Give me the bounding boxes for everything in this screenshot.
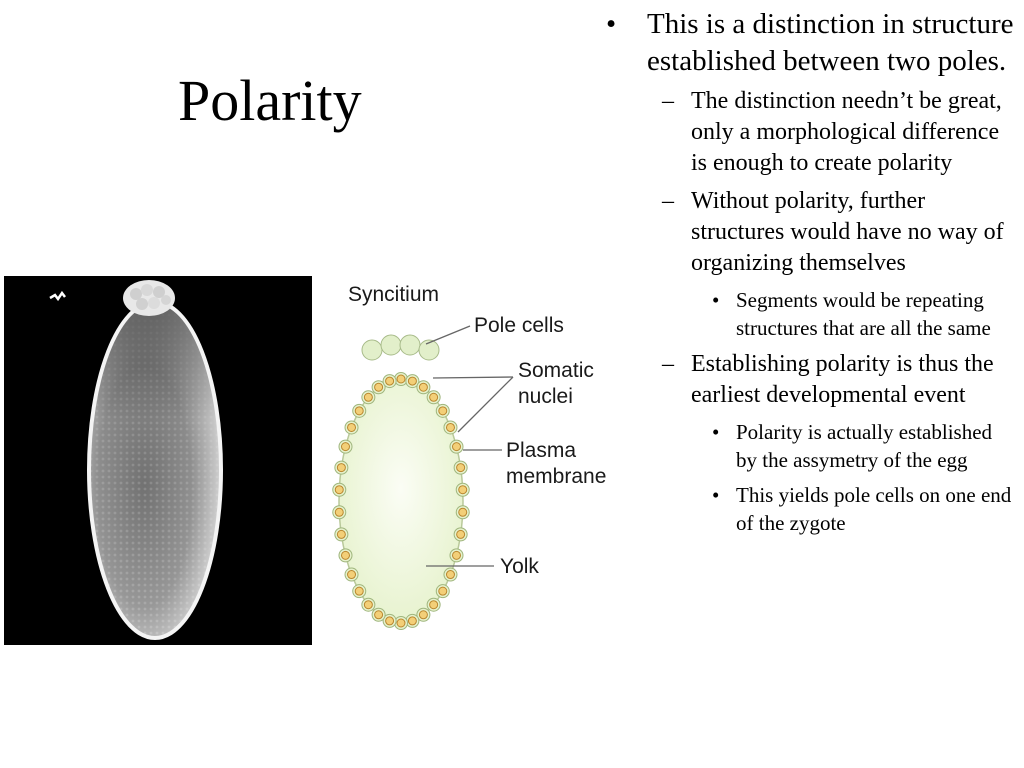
somatic-nucleus: [453, 443, 461, 451]
somatic-nucleus: [446, 571, 454, 579]
label-pole-cells: Pole cells: [474, 314, 564, 337]
somatic-nucleus: [457, 530, 465, 538]
somatic-nucleus: [335, 486, 343, 494]
scale-squiggle: [50, 293, 65, 299]
somatic-nucleus: [337, 530, 345, 538]
bullet-text: This is a distinction in structure established between two poles.: [647, 8, 1014, 77]
bullet-l2: [604, 349, 1018, 411]
somatic-nucleus: [430, 601, 438, 609]
somatic-nucleus: [364, 601, 372, 609]
somatic-nucleus: [459, 486, 467, 494]
somatic-nucleus: [375, 611, 383, 619]
somatic-nucleus: [386, 377, 394, 385]
somatic-nucleus: [397, 619, 405, 627]
bullet-l2: [604, 186, 1018, 279]
pole-cell-cluster: [123, 280, 175, 316]
bullet-text: The distinction needn’t be great, only a morphological difference is enough to create polarity: [691, 88, 1002, 176]
somatic-nucleus: [430, 393, 438, 401]
label-membrane: membrane: [506, 465, 607, 488]
somatic-nucleus: [355, 407, 363, 415]
dash-marker: –: [662, 88, 674, 114]
pole-cells: [362, 335, 439, 360]
somatic-nucleus: [375, 383, 383, 391]
embryo-sem-photo: [4, 276, 312, 645]
bullet-text: Without polarity, further structures would have no way of organizing themselves: [691, 188, 1004, 276]
somatic-nucleus: [439, 587, 447, 595]
somatic-nucleus: [341, 443, 349, 451]
bullet-text: Establishing polarity is thus the earliest developmental event: [691, 351, 994, 408]
somatic-nucleus: [439, 407, 447, 415]
label-plasma: Plasma: [506, 439, 577, 462]
somatic-nucleus: [408, 377, 416, 385]
bullet-list: [604, 6, 1018, 544]
bullet-marker: •: [712, 420, 720, 444]
somatic-nucleus: [348, 423, 356, 431]
somatic-nucleus: [453, 551, 461, 559]
bullet-l2: [604, 86, 1018, 179]
somatic-nucleus: [348, 571, 356, 579]
bullet-marker: •: [712, 288, 720, 312]
somatic-nucleus: [386, 617, 394, 625]
somatic-nucleus: [397, 375, 405, 383]
bullet-marker: •: [712, 483, 720, 507]
label-yolk: Yolk: [500, 555, 539, 578]
somatic-nucleus: [337, 464, 345, 472]
label-somatic: Somatic: [518, 359, 594, 382]
bullet-l3: [604, 286, 1018, 342]
somatic-nucleus: [419, 383, 427, 391]
somatic-nucleus: [446, 423, 454, 431]
bullet-l3: [604, 418, 1018, 474]
dash-marker: –: [662, 188, 674, 214]
bullet-text: Segments would be repeating structures that are all the same: [736, 288, 991, 340]
somatic-nucleus: [355, 587, 363, 595]
somatic-nucleus: [459, 508, 467, 516]
label-syncitium: Syncitium: [348, 283, 440, 306]
syncytium-diagram: [318, 270, 638, 650]
somatic-nucleus: [419, 611, 427, 619]
bullet-l3: [604, 481, 1018, 537]
bullet-marker: •: [606, 8, 617, 40]
somatic-nucleus: [364, 393, 372, 401]
somatic-nucleus: [457, 464, 465, 472]
bullet-text: Polarity is actually established by the assymetry of the egg: [736, 420, 993, 472]
slide-title: Polarity: [178, 68, 362, 133]
bullet-text: This yields pole cells on one end of the zygote: [736, 483, 1012, 535]
somatic-nucleus: [408, 617, 416, 625]
somatic-nucleus: [341, 551, 349, 559]
somatic-nucleus: [335, 508, 343, 516]
label-nuclei: nuclei: [518, 385, 573, 408]
bullet-l1: [604, 6, 1018, 80]
dash-marker: –: [662, 351, 674, 377]
